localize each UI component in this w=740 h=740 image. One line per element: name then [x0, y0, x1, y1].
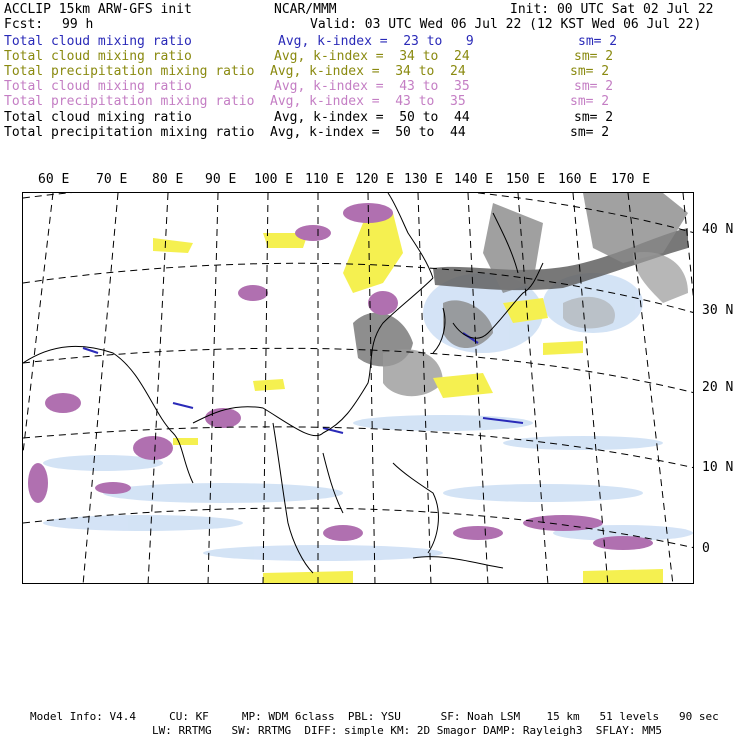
field-sm-6: sm= 2	[574, 110, 614, 125]
field-avg-7: Avg, k-index = 50 to 44	[270, 125, 466, 140]
lon-label-90e: 90 E	[205, 172, 237, 187]
field-name-5: Total precipitation mixing ratio	[4, 94, 255, 109]
field-avg-5: Avg, k-index = 43 to 35	[270, 94, 466, 109]
lon-label-160e: 160 E	[558, 172, 598, 187]
lat-label-40n: 40 N	[702, 222, 734, 237]
lon-label-150e: 150 E	[506, 172, 546, 187]
lat-label-30n: 30 N	[702, 303, 734, 318]
field-sm-5: sm= 2	[570, 94, 610, 109]
field-avg-6: Avg, k-index = 50 to 44	[274, 110, 470, 125]
fcst-value: 99 h	[62, 17, 94, 32]
lon-label-120e: 120 E	[355, 172, 395, 187]
lat-label-10n: 10 N	[702, 460, 734, 475]
field-name-7: Total precipitation mixing ratio	[4, 125, 255, 140]
field-name-1: Total cloud mixing ratio	[4, 34, 192, 49]
lon-label-100e: 100 E	[254, 172, 294, 187]
fcst-label: Fcst:	[4, 17, 44, 32]
field-avg-3: Avg, k-index = 34 to 24	[270, 64, 466, 79]
field-sm-3: sm= 2	[570, 64, 610, 79]
field-name-2: Total cloud mixing ratio	[4, 49, 192, 64]
model-info-line2: LW: RRTMG SW: RRTMG DIFF: simple KM: 2D Smagor DAMP: Rayleigh3 SFLAY: MM5	[152, 724, 662, 737]
model-info-line1: Model Info: V4.4 CU: KF MP: WDM 6class PBL: YSU SF: Noah LSM 15 km 51 levels 90 sec	[30, 710, 719, 723]
lat-label-20n: 20 N	[702, 380, 734, 395]
field-name-4: Total cloud mixing ratio	[4, 79, 192, 94]
field-sm-7: sm= 2	[570, 125, 610, 140]
field-avg-2: Avg, k-index = 34 to 24	[274, 49, 470, 64]
lon-label-140e: 140 E	[454, 172, 494, 187]
lon-label-80e: 80 E	[152, 172, 184, 187]
field-sm-1: sm= 2	[578, 34, 618, 49]
forecast-map	[22, 192, 694, 584]
lon-label-60e: 60 E	[38, 172, 70, 187]
map-canvas	[23, 193, 694, 584]
lat-label-0: 0	[702, 541, 710, 556]
field-sm-4: sm= 2	[574, 79, 614, 94]
field-name-6: Total cloud mixing ratio	[4, 110, 192, 125]
field-avg-1: Avg, k-index = 23 to 9	[278, 34, 474, 49]
field-avg-4: Avg, k-index = 43 to 35	[274, 79, 470, 94]
lon-label-110e: 110 E	[305, 172, 345, 187]
lon-label-170e: 170 E	[611, 172, 651, 187]
field-sm-2: sm= 2	[574, 49, 614, 64]
lon-label-70e: 70 E	[96, 172, 128, 187]
lon-label-130e: 130 E	[404, 172, 444, 187]
valid-time: Valid: 03 UTC Wed 06 Jul 22 (12 KST Wed 06 Jul 22)	[310, 17, 702, 32]
center-label: NCAR/MMM	[274, 2, 337, 17]
field-name-3: Total precipitation mixing ratio	[4, 64, 255, 79]
model-title: ACCLIP 15km ARW-GFS init	[4, 2, 192, 17]
init-time: Init: 00 UTC Sat 02 Jul 22	[510, 2, 714, 17]
